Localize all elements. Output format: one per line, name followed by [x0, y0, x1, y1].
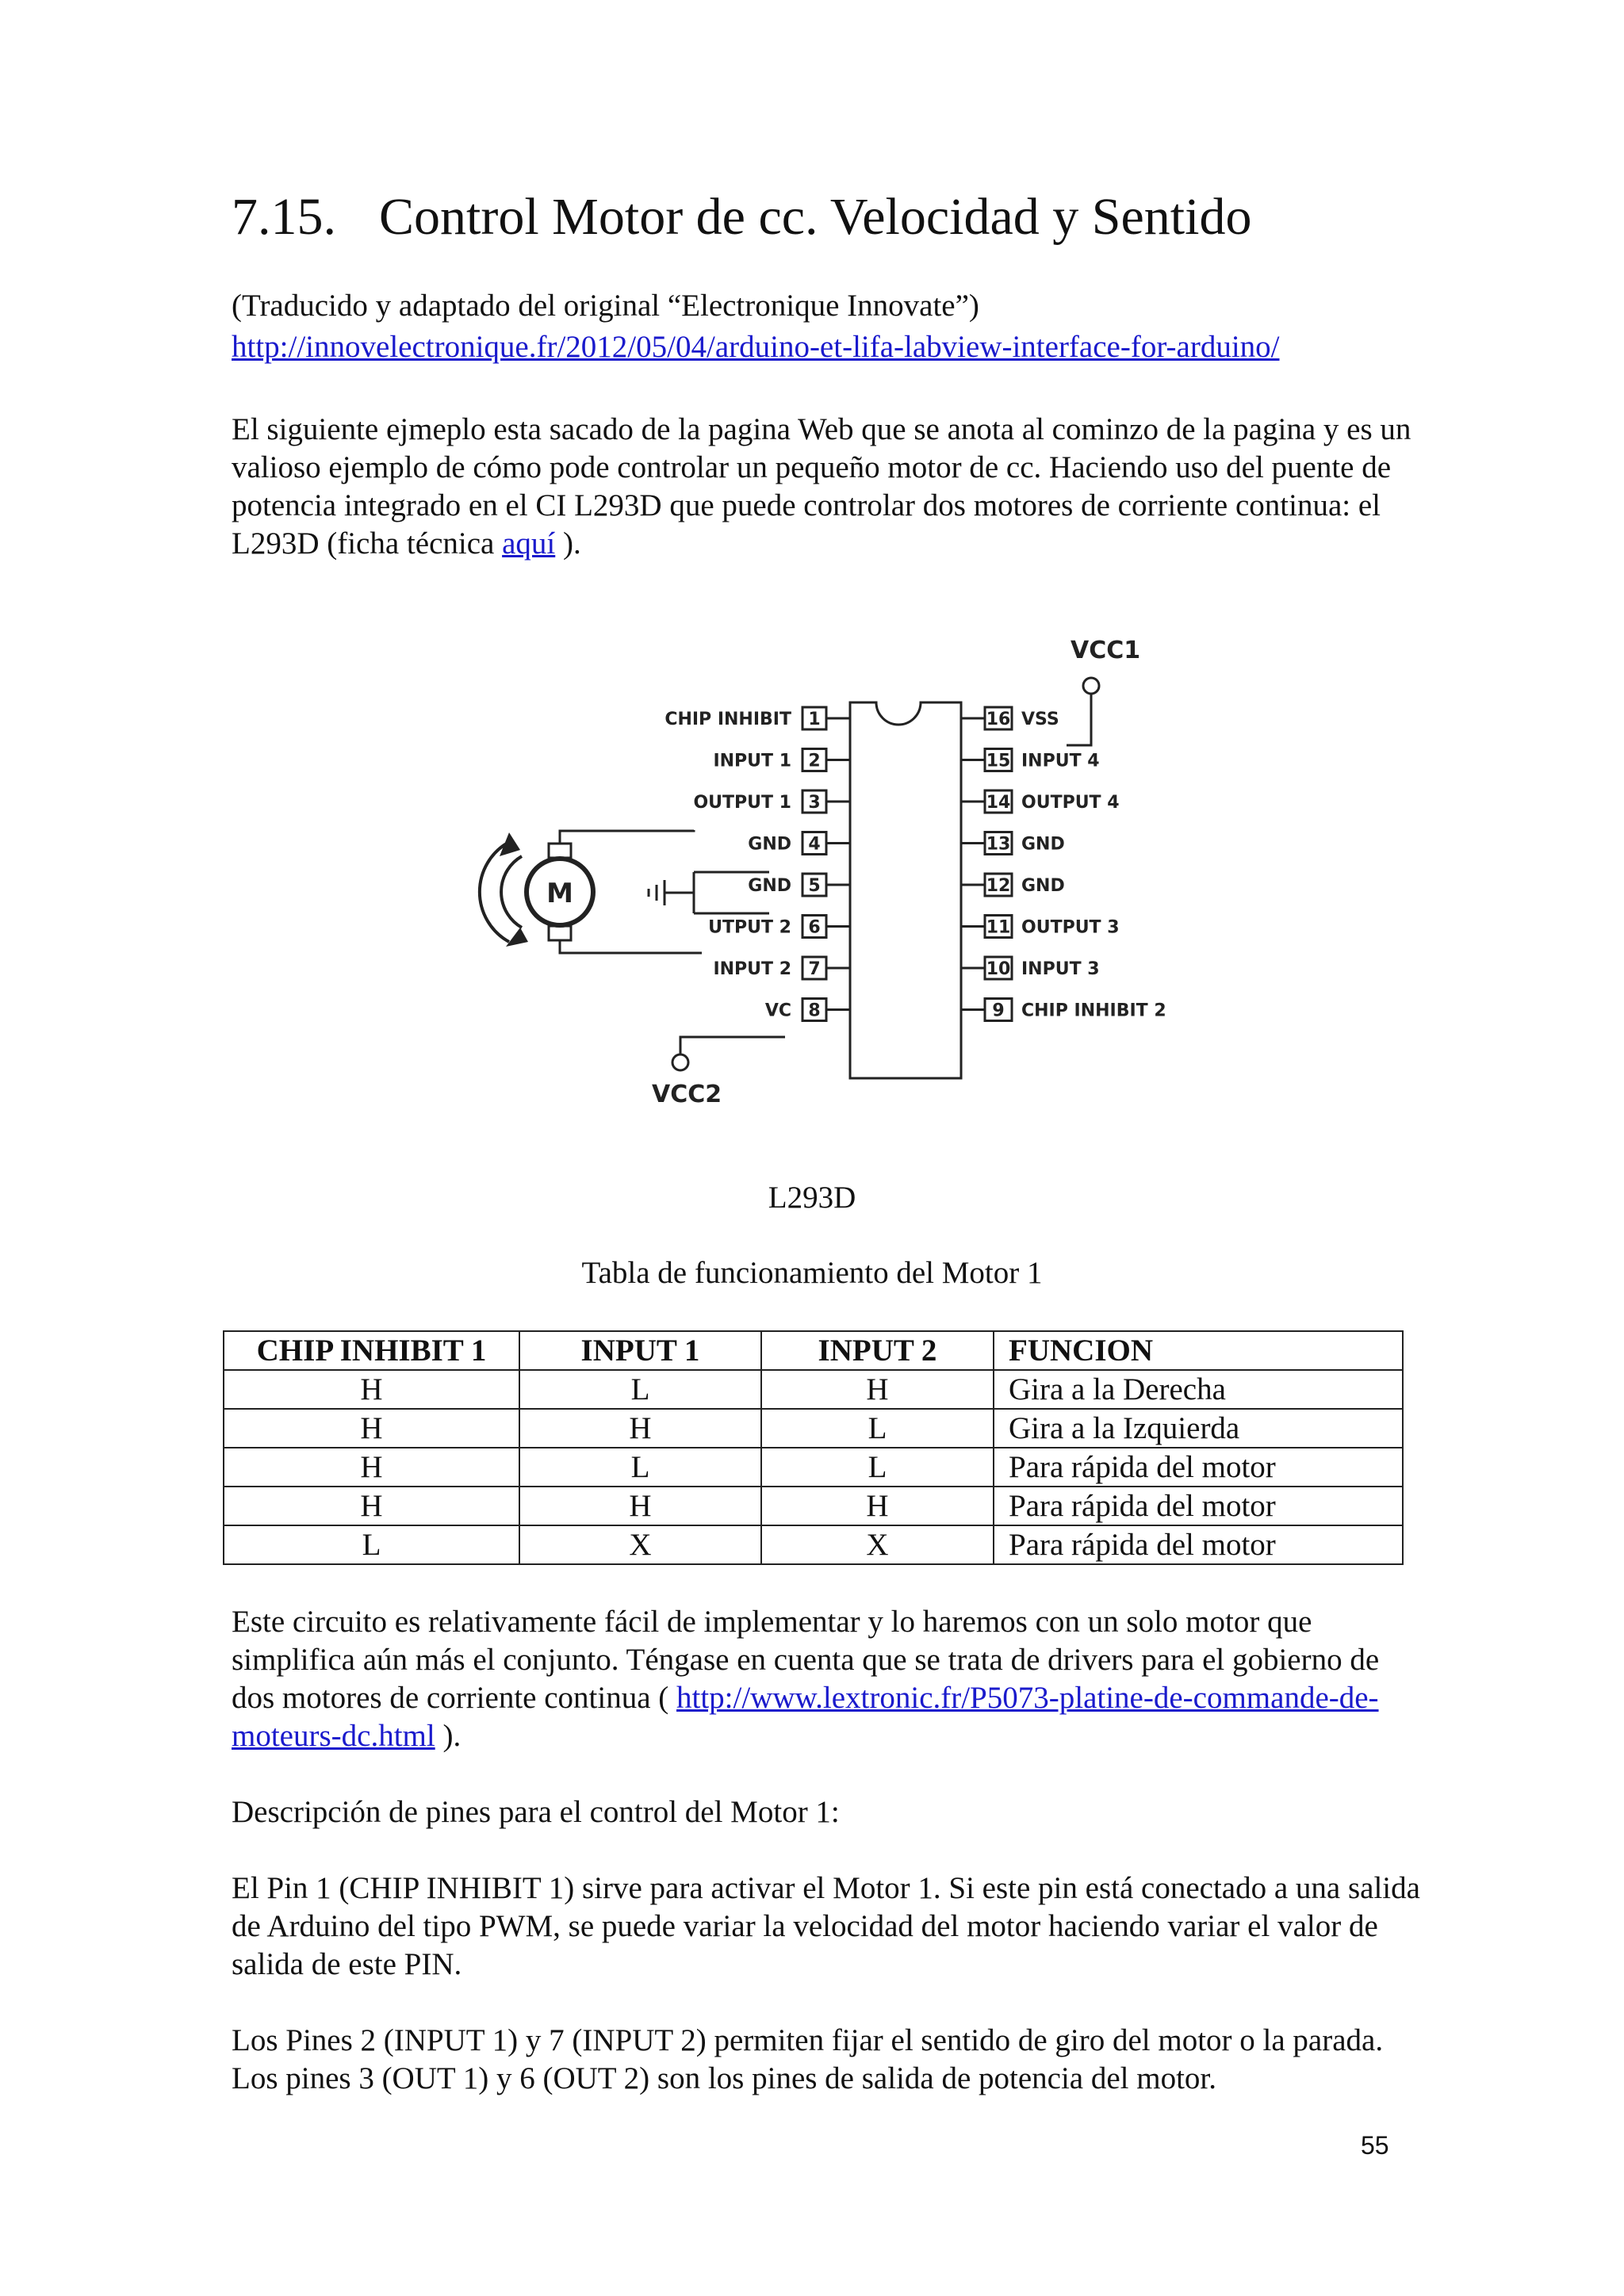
- intro-tail: ).: [555, 526, 581, 561]
- right-pin-number: 14: [986, 793, 1011, 813]
- header-input2: INPUT 2: [761, 1331, 994, 1370]
- cell-input2: L: [761, 1409, 994, 1448]
- cell-chip-inhibit: H: [224, 1487, 519, 1525]
- left-pin-label: OUTPUT 1: [693, 793, 791, 813]
- table-title: Tabla de funcionamiento del Motor 1: [581, 1256, 1043, 1290]
- vcc1-wire: [1067, 694, 1091, 745]
- left-pin-label: GND: [748, 834, 791, 855]
- cell-funcion: Para rápida del motor: [994, 1487, 1403, 1525]
- vcc2-terminal: [672, 1054, 688, 1070]
- rotation-arrow-outer: [480, 842, 509, 942]
- right-pin-number: 15: [986, 751, 1011, 771]
- ic-body: [850, 702, 961, 1078]
- table-row: [224, 1487, 1403, 1525]
- table-row: [224, 1448, 1403, 1487]
- intro-paragraph: [232, 411, 1421, 563]
- header-funcion: FUNCION: [994, 1331, 1403, 1370]
- source-link[interactable]: http://innovelectronique.fr/2012/05/04/arduino-et-lifa-labview-interface-for-arduino/: [232, 330, 1280, 364]
- header-input1: INPUT 1: [519, 1331, 761, 1370]
- cell-funcion: Para rápida del motor: [994, 1448, 1403, 1487]
- l293d-pinout-diagram: [444, 626, 1182, 1118]
- motor-wire-bottom: [560, 928, 702, 953]
- circuit-paragraph: [232, 1603, 1421, 1755]
- motor-bottom-brush: [549, 926, 571, 940]
- header-chip-inhibit: CHIP INHIBIT 1: [224, 1331, 519, 1370]
- ground-symbol: [649, 880, 665, 905]
- left-pin-number: 7: [808, 959, 821, 979]
- cell-input1: L: [519, 1370, 761, 1409]
- left-pin-number: 4: [808, 834, 821, 855]
- cell-chip-inhibit: H: [224, 1409, 519, 1448]
- section-number: 7.15.: [232, 188, 336, 246]
- right-pin-number: 13: [986, 834, 1011, 855]
- cell-funcion: Gira a la Izquierda: [994, 1409, 1403, 1448]
- right-pin-label: GND: [1021, 876, 1065, 896]
- left-pin-label: VC: [764, 1001, 791, 1021]
- vcc2-label: VCC2: [652, 1081, 722, 1108]
- source-note: (Traducido y adaptado del original “Electronique Innovate”): [232, 289, 979, 323]
- vcc1-terminal: [1083, 678, 1099, 694]
- left-pin-number: 8: [808, 1001, 821, 1021]
- left-pin-label: UTPUT 2: [708, 917, 791, 938]
- cell-input2: X: [761, 1525, 994, 1564]
- section-title: Control Motor de cc. Velocidad y Sentido: [379, 188, 1252, 246]
- motor-wire-top: [560, 830, 694, 856]
- right-pin-label: VSS: [1021, 710, 1059, 729]
- right-pin-number: 12: [986, 876, 1011, 896]
- left-pin-label: INPUT 1: [713, 751, 791, 771]
- cell-chip-inhibit: H: [224, 1370, 519, 1409]
- right-pin-number: 9: [992, 1001, 1005, 1021]
- page-number: 55: [1361, 2131, 1389, 2160]
- cell-funcion: Gira a la Derecha: [994, 1370, 1403, 1409]
- left-pin-number: 1: [808, 710, 821, 729]
- right-pin-number: 10: [986, 959, 1011, 979]
- circuit-tail: ).: [435, 1719, 462, 1753]
- pins-2-7-paragraph: Los Pines 2 (INPUT 1) y 7 (INPUT 2) permiten fijar el sentido de giro del motor o la parada. Los pines 3 (OUT 1) y 6 (OUT 2) son los pines de salida de potencia del motor.: [232, 2023, 1384, 2095]
- cell-input2: H: [761, 1487, 994, 1525]
- right-pin-number: 11: [986, 917, 1011, 938]
- datasheet-link[interactable]: aquí: [502, 526, 556, 561]
- right-pin-label: GND: [1021, 834, 1065, 855]
- motor-label: M: [546, 878, 573, 909]
- motor-top-brush: [549, 844, 571, 858]
- cell-input1: L: [519, 1448, 761, 1487]
- diagram-caption: L293D: [768, 1181, 856, 1215]
- left-pin-number: 2: [808, 751, 821, 771]
- right-pin-label: INPUT 3: [1021, 959, 1100, 979]
- left-pin-label: GND: [748, 876, 791, 896]
- source-link-line: [232, 328, 1421, 366]
- vcc2-wire: [680, 1037, 785, 1054]
- rotation-arrow-inner: [501, 856, 522, 928]
- vcc1-label: VCC1: [1071, 637, 1141, 664]
- rotation-arrowhead-bottom: [506, 928, 528, 947]
- circuit-text: Este circuito es relativamente fácil de implementar y lo haremos con un solo motor que simplifica aún más el conjunto. Téngase en cuenta que se trata de drivers para el gobierno de dos motores de corriente continua (: [232, 1605, 1380, 1715]
- right-pin-label: OUTPUT 3: [1021, 917, 1120, 938]
- right-pin-label: OUTPUT 4: [1021, 793, 1120, 813]
- left-pin-number: 5: [808, 876, 821, 896]
- pins-description-heading: Descripción de pines para el control del Motor 1:: [232, 1795, 840, 1829]
- cell-input2: H: [761, 1370, 994, 1409]
- section-heading: [232, 187, 1251, 247]
- left-pin-number: 3: [808, 793, 821, 813]
- intro-text: El siguiente ejmeplo esta sacado de la pagina Web que se anota al cominzo de la pagina y es un valioso ejemplo de cómo pode controlar un pequeño motor de cc. Haciendo uso del puente de potencia integrado en el CI L293D que puede controlar dos motores de corriente continua: el L293D (ficha técnica: [232, 412, 1411, 561]
- right-pin-label: INPUT 4: [1021, 751, 1100, 771]
- right-pin-label: CHIP INHIBIT 2: [1021, 1001, 1166, 1021]
- table-row: [224, 1370, 1403, 1409]
- cell-input1: X: [519, 1525, 761, 1564]
- left-pin-label: INPUT 2: [713, 959, 791, 979]
- ground-wire: [665, 872, 694, 913]
- cell-chip-inhibit: H: [224, 1448, 519, 1487]
- right-pin-number: 16: [986, 710, 1011, 729]
- left-pin-number: 6: [808, 917, 821, 938]
- table-row: [224, 1409, 1403, 1448]
- cell-input1: H: [519, 1409, 761, 1448]
- lextronic-link[interactable]: http://www.lextronic.fr/P5073-platine-de-commande-de-moteurs-dc.html: [232, 1681, 1379, 1753]
- table-row: [224, 1525, 1403, 1564]
- motor-truth-table: [223, 1330, 1404, 1565]
- cell-funcion: Para rápida del motor: [994, 1525, 1403, 1564]
- cell-chip-inhibit: L: [224, 1525, 519, 1564]
- table-header-row: [224, 1331, 1403, 1370]
- pin1-paragraph: El Pin 1 (CHIP INHIBIT 1) sirve para activar el Motor 1. Si este pin está conectado a una salida de Arduino del tipo PWM, se puede variar la velocidad del motor haciendo variar el valor de salida de este PIN.: [232, 1871, 1420, 1981]
- cell-input1: H: [519, 1487, 761, 1525]
- left-pin-label: CHIP INHIBIT: [665, 710, 791, 729]
- cell-input2: L: [761, 1448, 994, 1487]
